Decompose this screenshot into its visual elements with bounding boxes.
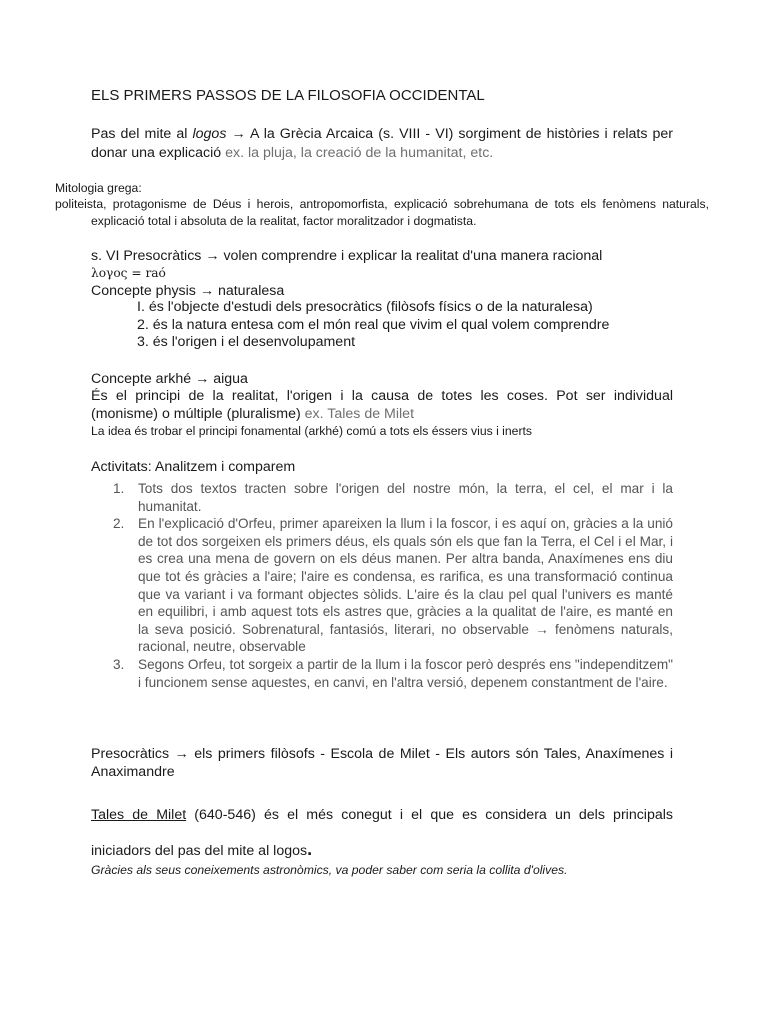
presocratics-line: s. VI Presocràtics → volen comprendre i explicar la realitat d'una manera racional	[91, 248, 603, 264]
activity-item	[91, 656, 673, 691]
activities-list	[91, 480, 673, 691]
activities-heading: Activitats: Analitzem i comparem	[91, 459, 296, 475]
activity-number: 3.	[113, 656, 125, 672]
document-title: ELS PRIMERS PASSOS DE LA FILOSOFIA OCCIDENTAL	[91, 87, 485, 104]
mythology-heading: Mitologia grega:	[55, 181, 142, 195]
activity-text: Tots dos textos tracten sobre l'origen del nostre món, la terra, el cel, el mar i la humanitat.	[138, 481, 673, 514]
arkhe-paragraph	[91, 387, 673, 423]
physis-heading: Concepte physis → naturalesa	[91, 283, 285, 299]
physis-item: I. és l'objecte d'estudi dels presocràtics (filòsofs físics o de la naturalesa)	[137, 299, 593, 315]
intro-post: → A la Grècia Arcaica (s. VIII - VI) sorgiment de històries i relats per donar una explicació	[91, 126, 674, 161]
logos-line: λογος = raó	[91, 266, 166, 280]
intro-pre: Pas del mite al	[91, 126, 193, 142]
intro-logos: logos	[192, 126, 227, 142]
activity-text: Segons Orfeu, tot sorgeix a partir de la llum i la foscor però després ens "independitzem" i funcionem sense aquestes, en canvi, en l'altra versió, depenem constantment de l'aire.	[138, 656, 673, 690]
activity-number: 2.	[113, 516, 125, 532]
physis-item: 2. és la natura entesa com el món real que vivim el qual volem comprendre	[137, 316, 610, 333]
physis-list	[137, 299, 609, 352]
tales-dot: .	[307, 839, 313, 859]
activity-number: 1.	[113, 481, 125, 496]
tales-name: Tales de Milet	[91, 807, 187, 823]
intro-example: ex. la pluja, la creació de la humanitat, etc.	[225, 145, 494, 161]
arkhe-heading: Concepte arkhé → aigua	[91, 371, 248, 387]
tales-text: (640-546) és el més conegut i el que es considera un dels principals iniciadors del pas del mite al logos	[91, 807, 673, 859]
tales-paragraph	[91, 798, 673, 868]
olives-note: Gràcies als seus coneixements astronòmics, va poder saber com seria la collita d'olives.	[91, 863, 568, 877]
activity-item	[91, 480, 673, 515]
arkhe-text: És el principi de la realitat, l'origen i la causa de totes les coses. Pot ser individual (monisme) o múltiple (pluralisme)	[91, 388, 673, 422]
physis-item: 3. és l'origen i el desenvolupament	[137, 334, 356, 350]
mythology-body: politeista, protagonisme de Déus i herois, antropomorfista, explicació sobrehumana de tots els fenòmens naturals, explicació total i absoluta de la realitat, factor moralitzador i dogmatista.	[55, 197, 709, 228]
arkhe-example: ex. Tales de Milet	[304, 406, 415, 422]
arkhe-idea: La idea és trobar el principi fonamental (arkhé) comú a tots els éssers vius i inerts	[91, 424, 532, 438]
milet-school-paragraph: Presocràtics → els primers filòsofs - Escola de Milet - Els autors són Tales, Anaxímenes i Anaximandre	[91, 746, 673, 780]
activity-text: En l'explicació d'Orfeu, primer apareixen la llum i la foscor, i es aquí on, gràcies a la unió de tot dos sorgeixen els primers déus, els quals són els que fan la Terra, el Cel i el Mar, i es crea una mena de govern on els déus manen. Per altra banda, Anaxímenes ens diu que tot és gràcies a l'aire; l'aire es condensa, es rarifica, es una transformació continua que va variant i va formant objectes sòlids. L'aire és la clau pel qual l'univers es manté en equilibri, i amb aquest tots els astres que, gràcies a la qualitat de l'aire, es manté en la seva posició. Sobrenatural, fantasiós, literari, no observable → fenòmens naturals, racional, neutre, observable	[138, 516, 673, 655]
activity-item	[91, 515, 673, 656]
intro-paragraph	[91, 125, 673, 163]
